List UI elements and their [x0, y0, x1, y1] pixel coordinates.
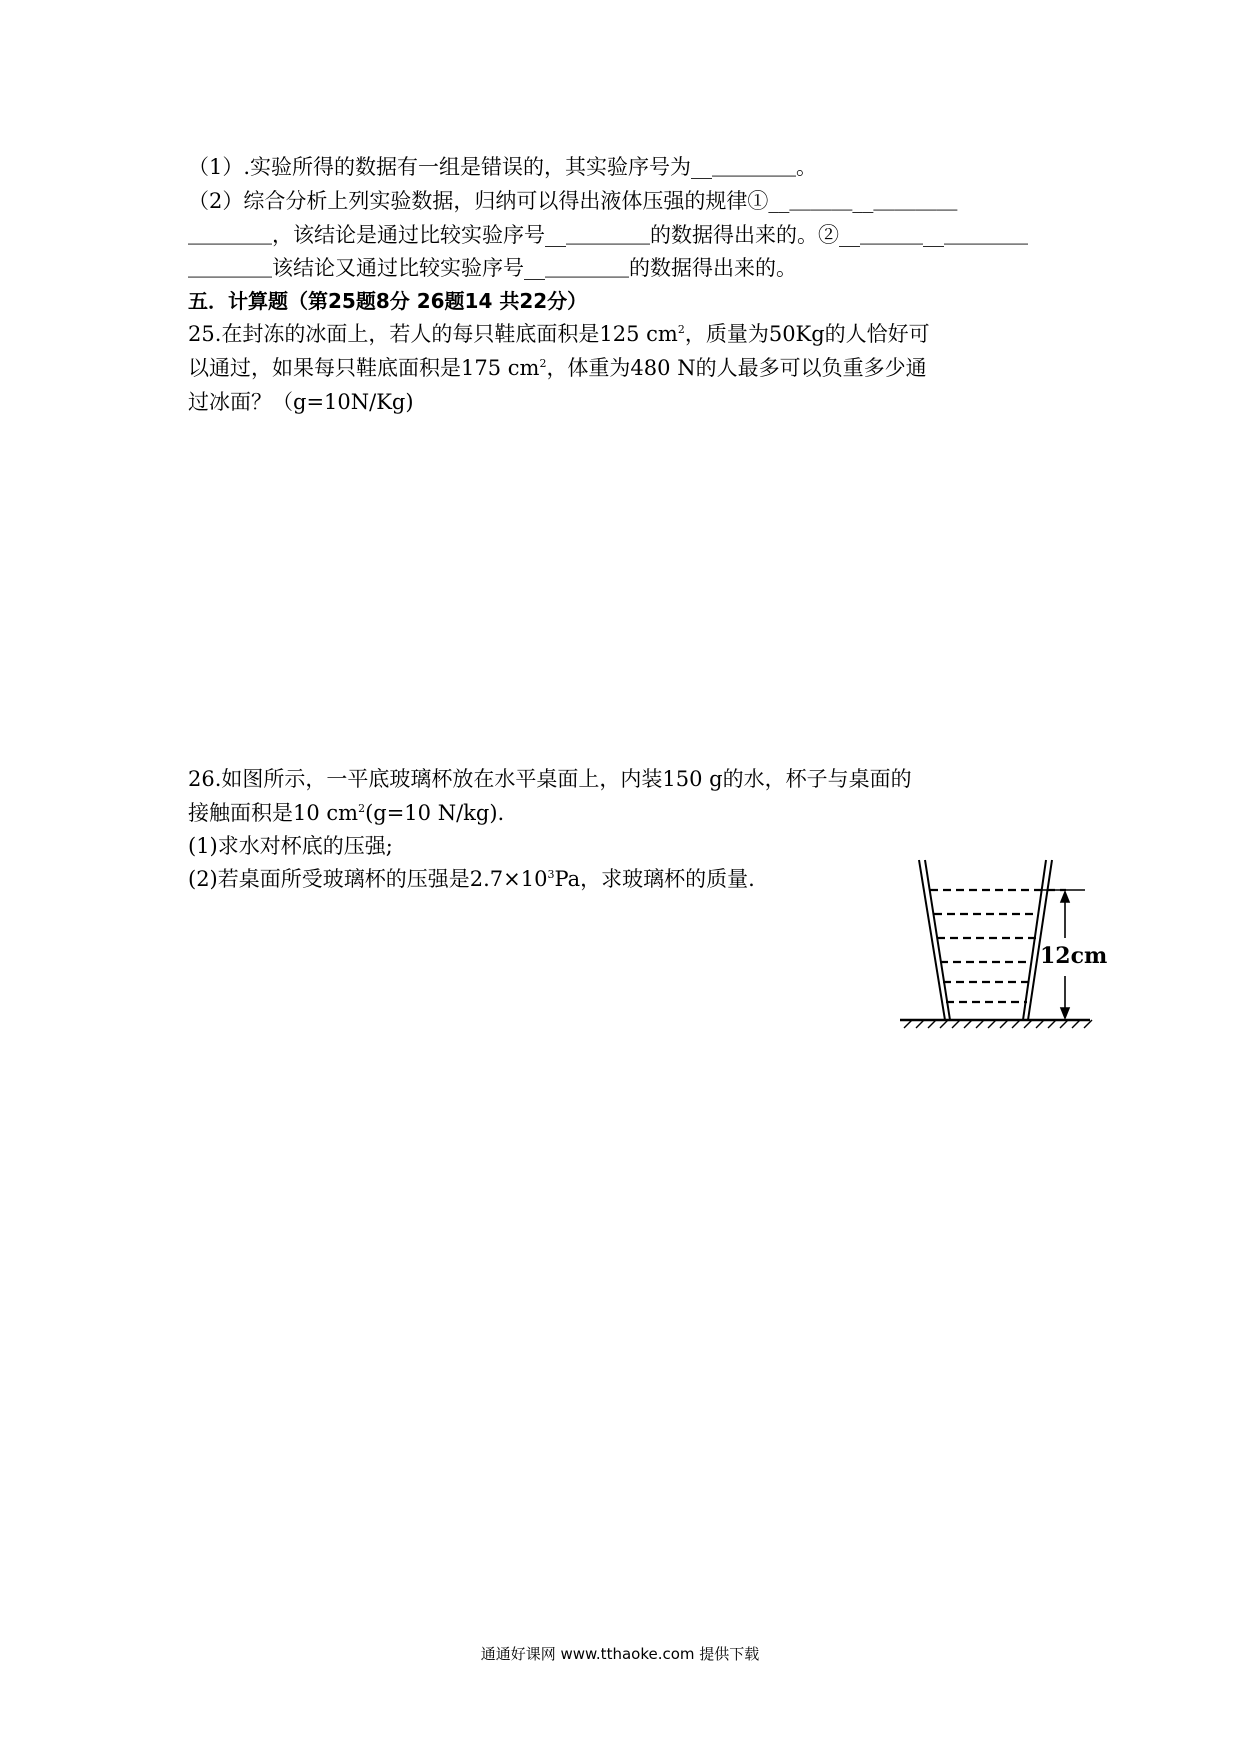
- q24-part1: （1）.实验所得的数据有一组是错误的，其实验序号为__＿＿＿＿。: [188, 155, 818, 179]
- q25-line2-superscript: 2: [539, 357, 547, 370]
- q26-line2: [188, 799, 504, 827]
- q26-sub2: [188, 865, 755, 893]
- q25-line2-text-b: ，体重为480 N的人最多可以负重多少通: [546, 356, 927, 380]
- q26-sub2-text-a: (2)若桌面所受玻璃杯的压强是2.7×10: [188, 867, 548, 891]
- q26-line2-superscript: 2: [358, 802, 366, 815]
- q26-sub2-text-b: Pa，求玻璃杯的质量.: [554, 867, 755, 891]
- q24-part2-line3: ＿＿＿＿该结论又通过比较实验序号__＿＿＿＿的数据得出来的。: [188, 256, 797, 280]
- q25-line1-text-b: ，质量为50Kg的人恰好可: [684, 322, 930, 346]
- q24-part2-line2: ＿＿＿＿，该结论是通过比较实验序号__＿＿＿＿的数据得出来的。②__＿＿＿__＿＿＿＿: [188, 223, 1028, 247]
- q26-line2-text-b: (g=10 N/kg).: [365, 801, 505, 825]
- q25-line3: 过冰面？（g=10N/Kg): [188, 390, 414, 414]
- q24-part2-line1: （2）综合分析上列实验数据，归纳可以得出液体压强的规律①__＿＿＿__＿＿＿＿: [188, 189, 958, 213]
- footer: 通通好课网 www.tthaoke.com 提供下载: [480, 1645, 760, 1663]
- glass-figure: [890, 858, 1130, 1038]
- q25-line1: [188, 320, 930, 348]
- glass-diagram: [890, 858, 1130, 1038]
- q25-line2: [188, 354, 927, 382]
- q25-line1-superscript: 2: [677, 323, 685, 336]
- glass-walls: [919, 860, 1052, 1020]
- q26-sub2-superscript: 3: [547, 868, 555, 881]
- q25-line2-text-a: 以通过，如果每只鞋底面积是175 cm: [188, 356, 540, 380]
- q26-sub1: (1)求水对杯底的压强;: [188, 834, 393, 858]
- q26-line1: 26.如图所示，一平底玻璃杯放在水平桌面上，内装150 g的水，杯子与桌面的: [188, 767, 912, 791]
- q25-line1-text-a: 25.在封冻的冰面上，若人的每只鞋底面积是125 cm: [188, 322, 678, 346]
- height-label: 12cm: [1040, 943, 1108, 969]
- section-title: 五．计算题（第25题8分 26题14 共22分）: [188, 289, 588, 313]
- q26-line2-text-a: 接触面积是10 cm: [188, 801, 359, 825]
